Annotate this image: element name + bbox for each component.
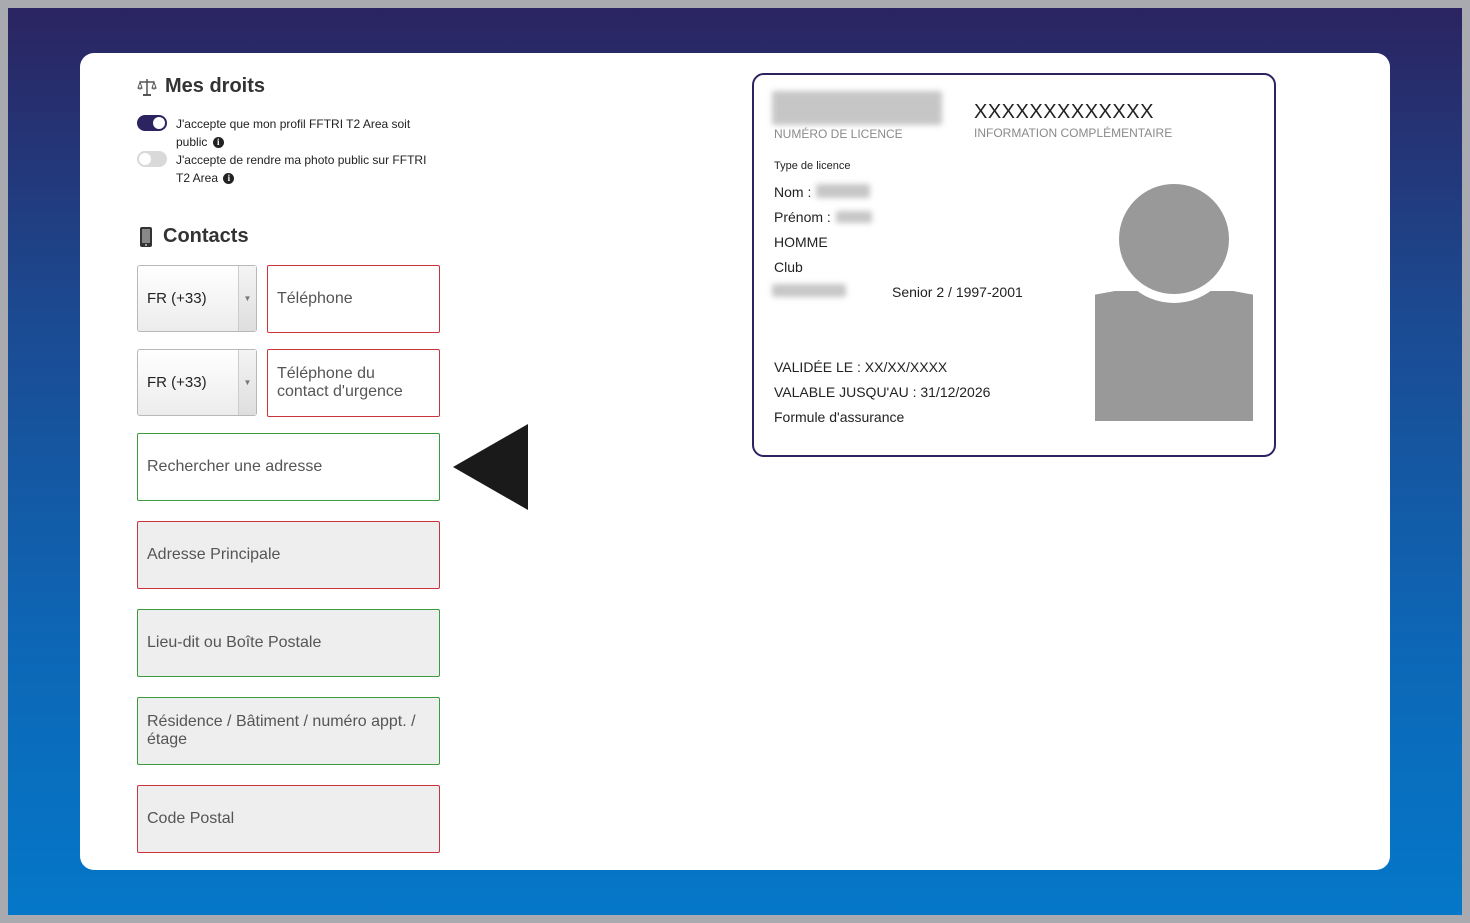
address-search-input[interactable]: Rechercher une adresse bbox=[137, 433, 440, 501]
nom-redacted bbox=[816, 184, 870, 198]
insurance-formula: Formule d'assurance bbox=[774, 409, 905, 425]
contacts-section-title bbox=[137, 225, 249, 248]
info-icon[interactable]: i bbox=[213, 137, 224, 148]
public-profile-label: J'accepte que mon profil FFTRI T2 Area soit public i bbox=[176, 117, 411, 149]
main-address-field[interactable]: Adresse Principale bbox=[137, 521, 440, 589]
public-profile-toggle-row bbox=[137, 115, 437, 151]
avatar bbox=[1095, 183, 1255, 421]
lieu-dit-field[interactable]: Lieu-dit ou Boîte Postale bbox=[137, 609, 440, 677]
prenom-label: Prénom : bbox=[774, 209, 831, 225]
license-number-label: NUMÉRO DE LICENCE bbox=[774, 127, 903, 141]
postal-code-field[interactable]: Code Postal bbox=[137, 785, 440, 853]
gender: HOMME bbox=[774, 234, 828, 250]
valid-until-date: VALABLE JUSQU'AU : 31/12/2026 bbox=[774, 384, 991, 400]
scales-icon bbox=[137, 77, 157, 97]
category: Senior 2 / 1997-2001 bbox=[892, 284, 1023, 300]
validated-date: VALIDÉE LE : XX/XX/XXXX bbox=[774, 359, 948, 375]
extra-info-label: INFORMATION COMPLÉMENTAIRE bbox=[974, 126, 1173, 140]
rights-section-title bbox=[137, 75, 265, 98]
chevron-down-icon: ▼ bbox=[238, 350, 256, 415]
license-card bbox=[752, 73, 1276, 457]
public-photo-label: J'accepte de rendre ma photo public sur FFTRI T2 Area i bbox=[176, 153, 427, 185]
phone-country-select[interactable]: FR (+33) ▼ bbox=[137, 265, 257, 332]
club-label: Club bbox=[774, 259, 803, 275]
contacts-title: Contacts bbox=[163, 225, 249, 247]
mobile-phone-icon bbox=[137, 226, 155, 248]
phone-input[interactable]: Téléphone bbox=[267, 265, 440, 333]
nom-label: Nom : bbox=[774, 184, 812, 200]
rights-title: Mes droits bbox=[165, 75, 266, 97]
residence-field[interactable]: Résidence / Bâtiment / numéro appt. / étage bbox=[137, 697, 440, 765]
public-photo-toggle[interactable] bbox=[137, 151, 167, 167]
extra-info-value: XXXXXXXXXXXXX bbox=[974, 101, 1154, 123]
license-type-label: Type de licence bbox=[774, 160, 851, 172]
license-number-redacted bbox=[772, 91, 942, 125]
info-icon[interactable]: i bbox=[223, 173, 234, 184]
prenom-redacted bbox=[836, 211, 872, 223]
emergency-phone-input[interactable]: Téléphone du contact d'urgence bbox=[267, 349, 440, 417]
pointer-arrow-icon bbox=[453, 424, 528, 510]
club-redacted bbox=[772, 284, 846, 297]
public-profile-toggle[interactable] bbox=[137, 115, 167, 131]
emergency-phone-country-select[interactable]: FR (+33) ▼ bbox=[137, 349, 257, 416]
public-photo-toggle-row bbox=[137, 151, 437, 187]
chevron-down-icon: ▼ bbox=[238, 266, 256, 331]
